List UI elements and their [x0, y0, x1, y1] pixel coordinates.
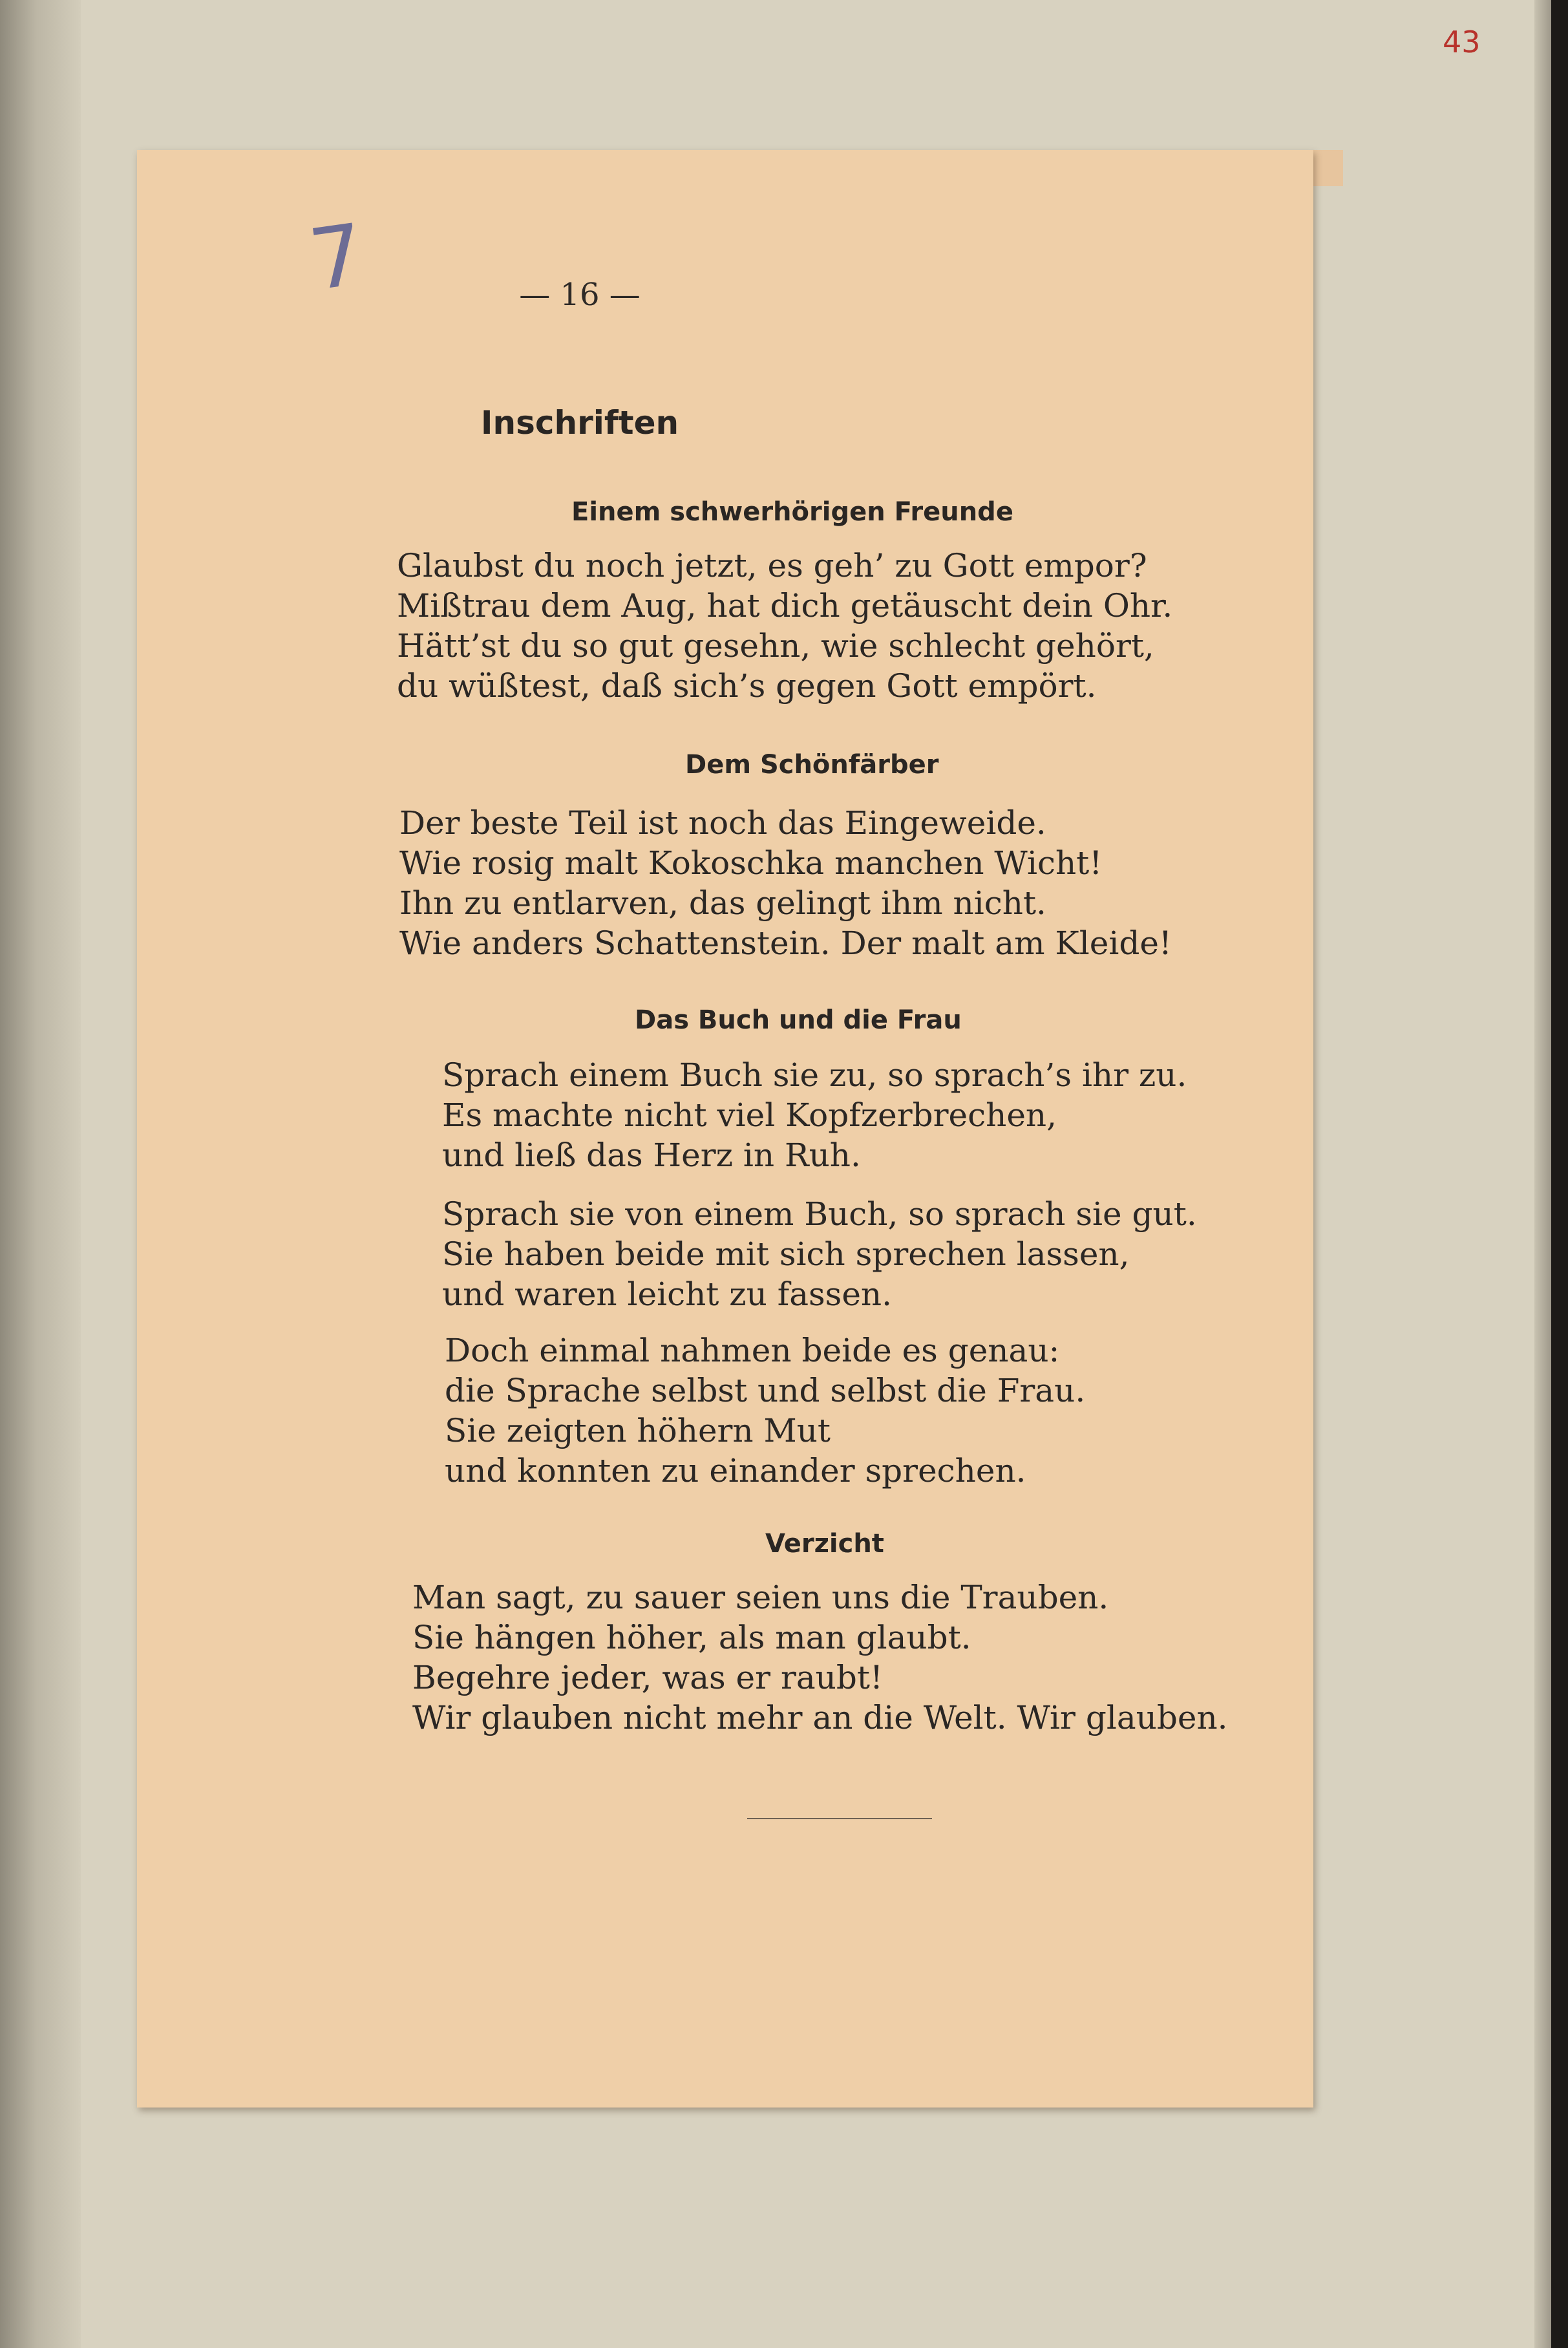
verse-line: Der beste Teil ist noch das Eingeweide. [399, 804, 1046, 842]
poem-stanza [397, 546, 1172, 706]
poem-stanza [412, 1577, 1228, 1738]
poem-title: Dem Schönfärber [685, 750, 939, 780]
verse-line: und ließ das Herz in Ruh. [442, 1137, 861, 1174]
newspaper-clipping [137, 150, 1313, 2108]
verse-line: Es machte nicht viel Kopfzerbrechen, [442, 1096, 1057, 1134]
poem-stanza [442, 1194, 1197, 1314]
clipping-corner-tab [1312, 150, 1343, 186]
poem-stanza [442, 1055, 1187, 1175]
verse-line: Doch einmal nahmen beide es genau: [445, 1332, 1060, 1369]
verse-line: Sprach einem Buch sie zu, so sprach’s ihr zu. [442, 1056, 1187, 1094]
pencil-mark: 7 [303, 204, 370, 310]
verse-line: Glaubst du noch jetzt, es geh’ zu Gott empor? [397, 547, 1147, 584]
section-title: Inschriften [480, 404, 679, 442]
verse-line: Wie anders Schattenstein. Der malt am Kleide! [399, 924, 1172, 962]
poem-stanza [399, 803, 1172, 963]
verse-line: Sprach sie von einem Buch, so sprach sie gut. [442, 1195, 1197, 1233]
verse-line: Mißtrau dem Aug, hat dich getäuscht dein Ohr. [397, 587, 1173, 624]
poem-title: Das Buch und die Frau [635, 1005, 962, 1035]
verse-line: Sie zeigten höhern Mut [445, 1412, 831, 1449]
verse-line: Wie rosig malt Kokoschka manchen Wicht! [399, 844, 1103, 882]
poem-stanza [445, 1330, 1085, 1491]
page-number: — 16 — [519, 277, 641, 313]
archive-number: 43 [1443, 25, 1481, 59]
verse-line: Man sagt, zu sauer seien uns die Trauben. [412, 1579, 1109, 1616]
verse-line: Sie haben beide mit sich sprechen lassen, [442, 1235, 1130, 1273]
verse-line: du wüßtest, daß sich’s gegen Gott empört. [397, 667, 1097, 705]
verse-line: Hätt’st du so gut gesehn, wie schlecht gehört, [397, 627, 1154, 665]
verse-line: Sie hängen höher, als man glaubt. [412, 1619, 971, 1656]
end-rule [747, 1818, 932, 1819]
verse-line: Ihn zu entlarven, das gelingt ihm nicht. [399, 884, 1046, 922]
verse-line: die Sprache selbst und selbst die Frau. [445, 1372, 1086, 1409]
verse-line: und waren leicht zu fassen. [442, 1275, 893, 1313]
verse-line: Wir glauben nicht mehr an die Welt. Wir glauben. [412, 1699, 1228, 1736]
poem-title: Einem schwerhörigen Freunde [571, 497, 1013, 527]
verse-line: und konnten zu einander sprechen. [445, 1452, 1026, 1489]
page-edge [1534, 0, 1551, 2348]
book-gutter [0, 0, 81, 2348]
poem-title: Verzicht [765, 1529, 884, 1559]
verse-line: Begehre jeder, was er raubt! [412, 1659, 884, 1696]
